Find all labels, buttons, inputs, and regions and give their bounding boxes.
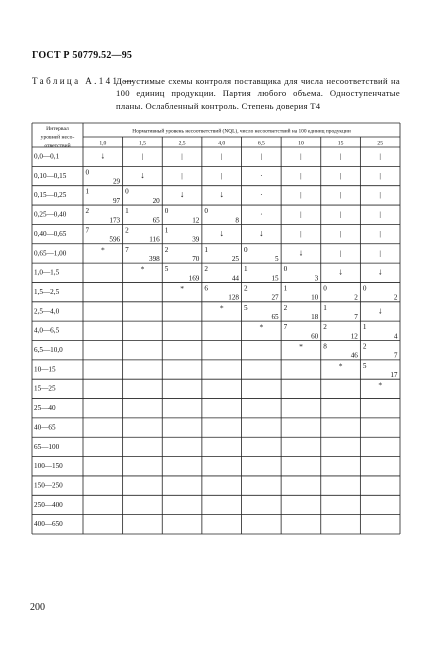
continuation-dot: · <box>260 209 263 219</box>
continuation-line: | <box>379 190 381 200</box>
down-arrow-icon: ↓ <box>140 169 145 180</box>
down-arrow-icon: ↓ <box>377 305 383 316</box>
interval-cell: 0,10—0,15 <box>34 171 67 180</box>
acceptance-number: 0 <box>204 207 208 216</box>
down-arrow-icon: ↓ <box>179 189 185 200</box>
acceptance-number: 5 <box>164 265 169 274</box>
sample-size: 20 <box>152 196 160 205</box>
nql-column-header: 10 <box>298 140 304 147</box>
sample-size: 70 <box>192 254 200 263</box>
acceptance-number: 2 <box>85 207 90 216</box>
acceptance-number: 1 <box>125 207 129 216</box>
asterisk-mark: * <box>338 361 343 371</box>
acceptance-number: 0 <box>244 245 248 254</box>
sample-size: 169 <box>188 274 200 283</box>
acceptance-number: 0 <box>283 265 288 274</box>
acceptance-number: 2 <box>204 265 208 274</box>
nql-column-header: 25 <box>377 140 383 147</box>
acceptance-number: 0 <box>164 207 169 216</box>
sample-size: 7 <box>393 351 398 360</box>
nql-column-header: 6,5 <box>257 140 265 147</box>
nql-column-header: 1,0 <box>99 140 107 147</box>
acceptance-number: 1 <box>283 284 288 293</box>
sample-size: 4 <box>393 332 398 341</box>
interval-cell: 150—250 <box>34 481 63 490</box>
acceptance-number: 1 <box>244 265 248 274</box>
continuation-line: | <box>300 170 302 180</box>
continuation-line: | <box>300 228 302 238</box>
acceptance-number: 0 <box>85 168 90 177</box>
continuation-line: | <box>379 151 381 161</box>
continuation-line: | <box>300 151 302 161</box>
continuation-line: | <box>379 248 381 258</box>
header-interval-label: уровней несо- <box>40 134 75 141</box>
continuation-line: | <box>339 248 342 258</box>
continuation-line: | <box>220 170 223 180</box>
sample-size: 39 <box>192 235 200 244</box>
acceptance-number: 5 <box>244 303 248 312</box>
acceptance-number: 7 <box>283 323 288 332</box>
interval-cell: 65—100 <box>34 442 60 451</box>
asterisk-mark: * <box>219 303 224 313</box>
asterisk-mark: * <box>299 342 303 351</box>
sample-size: 596 <box>109 235 121 244</box>
sample-size: 25 <box>231 254 239 263</box>
acceptance-number: 5 <box>362 361 367 370</box>
interval-cell: 250—400 <box>34 500 63 509</box>
interval-cell: 0,40—0,65 <box>34 229 67 238</box>
sample-size: 29 <box>112 177 121 186</box>
continuation-line: | <box>141 151 144 161</box>
acceptance-number: 2 <box>362 342 367 351</box>
table-caption-label: Таблица А.141 — <box>32 76 136 86</box>
nql-column-header: 1,5 <box>138 140 146 147</box>
asterisk-mark: * <box>140 264 145 274</box>
asterisk-mark: * <box>378 380 383 390</box>
down-arrow-icon: ↓ <box>338 266 343 277</box>
down-arrow-icon: ↓ <box>100 150 106 161</box>
header-nql-label: Нормативный уровень несоответствий (NQL), число несоответствий на 100 единиц продукции <box>132 128 351 135</box>
down-arrow-icon: ↓ <box>259 227 264 238</box>
continuation-line: | <box>300 209 302 219</box>
interval-cell: 400—650 <box>34 520 63 529</box>
asterisk-mark: * <box>259 322 264 332</box>
nql-column-header: 4,0 <box>218 140 226 147</box>
sample-size: 8 <box>235 216 239 225</box>
continuation-line: | <box>260 151 263 161</box>
acceptance-number: 2 <box>164 245 169 254</box>
acceptance-number: 1 <box>204 245 208 254</box>
interval-cell: 0,0—0,1 <box>34 152 60 161</box>
sample-size: 17 <box>390 371 398 380</box>
sample-size: 46 <box>350 351 358 360</box>
interval-cell: 40—65 <box>34 423 56 432</box>
sample-size: 3 <box>314 274 319 283</box>
acceptance-number: 1 <box>164 226 169 235</box>
down-arrow-icon: ↓ <box>377 266 383 277</box>
sample-size: 65 <box>271 313 279 321</box>
interval-cell: 15—25 <box>34 384 56 393</box>
acceptance-number: 1 <box>362 323 367 332</box>
continuation-line: | <box>379 209 381 219</box>
continuation-line: | <box>339 209 342 219</box>
header-interval-label: Интервал <box>46 126 69 132</box>
page-number: 200 <box>30 602 45 613</box>
interval-cell: 10—15 <box>34 365 56 374</box>
interval-cell: 0,25—0,40 <box>34 210 67 219</box>
sample-size: 173 <box>109 216 121 225</box>
asterisk-mark: * <box>180 283 184 293</box>
sample-size: 5 <box>275 254 279 263</box>
header-interval-label: ответствий <box>44 143 71 149</box>
sample-size: 97 <box>112 196 121 205</box>
interval-cell: 0,15—0,25 <box>34 191 67 200</box>
acceptance-number: 7 <box>125 245 129 254</box>
nql-column-header: 15 <box>337 140 344 147</box>
continuation-line: | <box>300 190 302 200</box>
continuation-line: | <box>339 190 342 200</box>
continuation-line: | <box>181 170 183 180</box>
acceptance-number: 1 <box>323 303 327 312</box>
continuation-line: | <box>339 170 342 180</box>
acceptance-number: 2 <box>244 284 248 293</box>
interval-cell: 1,5—2,5 <box>34 287 60 296</box>
interval-cell: 4,0—6,5 <box>34 326 60 335</box>
down-arrow-icon: ↓ <box>219 189 224 200</box>
sample-size: 18 <box>311 313 319 321</box>
acceptance-number: 0 <box>362 284 367 293</box>
table-caption-text: Допустимые схемы контроля поставщика для числа несоответствий на 100 единиц продукции. Партия любого объема. Одноступенчатые планы. Ослабленный контроль. Степень доверия Т4 <box>116 76 400 111</box>
interval-cell: 2,5—4,0 <box>34 307 60 316</box>
acceptance-number: 7 <box>85 226 90 235</box>
sample-size: 10 <box>311 293 319 302</box>
acceptance-number: 2 <box>283 303 288 312</box>
continuation-line: | <box>379 170 381 180</box>
interval-cell: 1,0—1,5 <box>34 268 60 277</box>
acceptance-number: 6 <box>204 284 208 293</box>
acceptance-number: 8 <box>323 342 327 351</box>
sample-size: 15 <box>271 274 279 283</box>
nql-column-header: 2,5 <box>178 140 186 147</box>
sample-size: 27 <box>271 293 279 302</box>
acceptance-number: 0 <box>323 284 327 293</box>
acceptance-number: 0 <box>125 187 129 196</box>
continuation-line: | <box>220 151 223 161</box>
interval-cell: 0,65—1,00 <box>34 249 67 258</box>
continuation-dot: · <box>260 190 263 200</box>
sample-size: 7 <box>354 313 358 321</box>
down-arrow-icon: ↓ <box>219 227 224 238</box>
acceptance-number: 2 <box>323 323 327 332</box>
continuation-line: | <box>339 228 342 238</box>
acceptance-number: 2 <box>125 226 129 235</box>
sample-size: 60 <box>311 332 319 341</box>
sample-size: 128 <box>228 293 239 302</box>
interval-cell: 25—40 <box>34 404 56 413</box>
sample-size: 2 <box>393 293 398 302</box>
document-header: ГОСТ Р 50779.52—95 <box>32 50 133 61</box>
sample-size: 65 <box>152 216 160 225</box>
acceptance-number: 1 <box>85 187 90 196</box>
asterisk-mark: * <box>100 245 105 255</box>
continuation-line: | <box>181 151 183 161</box>
sample-size: 398 <box>148 254 160 263</box>
continuation-line: | <box>339 151 342 161</box>
sample-size: 12 <box>192 216 200 225</box>
sample-size: 2 <box>354 293 358 302</box>
interval-cell: 100—150 <box>34 462 63 471</box>
interval-cell: 6,5—10,0 <box>34 346 63 354</box>
down-arrow-icon: ↓ <box>298 247 304 258</box>
continuation-dot: · <box>260 170 263 180</box>
continuation-line: | <box>379 228 381 238</box>
sample-size: 116 <box>149 235 160 244</box>
sample-size: 44 <box>231 274 239 283</box>
sample-size: 12 <box>350 332 358 341</box>
